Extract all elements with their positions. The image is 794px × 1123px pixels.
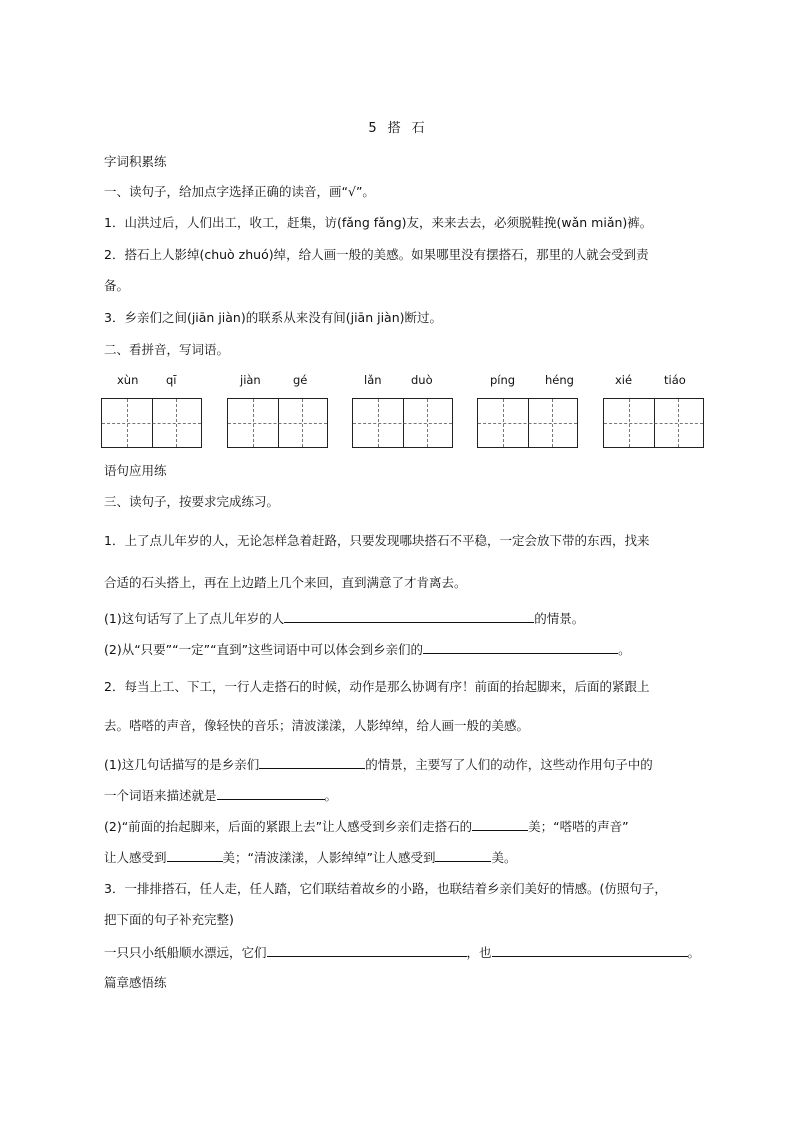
writing-grid[interactable]	[477, 398, 578, 448]
answer-blank[interactable]	[492, 944, 688, 957]
passage-1-question-1: (1)这句话写了上了点儿年岁的人 的情景。	[104, 611, 585, 626]
question-3-heading: 三、读句子，按要求完成练习。	[104, 494, 280, 509]
pinyin: jiàn	[240, 373, 261, 387]
pinyin: xùn	[117, 373, 139, 387]
passage-3-line-1: 3．一排排搭石，任人走，任人踏，它们联结着故乡的小路，也联结着乡亲们美好的情感。(仿照句子，	[104, 881, 667, 896]
answer-blank[interactable]	[472, 818, 528, 831]
passage-2-question-2: (2)“前面的抬起脚来，后面的紧跟上去”让人感受到乡亲们走搭石的 美；“嗒嗒的声音”	[104, 819, 629, 834]
answer-blank[interactable]	[217, 787, 325, 800]
pinyin: qī	[166, 373, 177, 387]
pinyin: tiáo	[664, 373, 686, 387]
pinyin: xié	[615, 373, 633, 387]
question-2-heading: 二、看拼音，写词语。	[104, 342, 230, 357]
passage-3-question: 一只只小纸船顺水漂远，它们 ，也 。	[104, 945, 701, 960]
question-1-sentence-1: 1．山洪过后，人们出工，收工，赶集，访(fǎng fǎng)友，来来去去，必须脱鞋挽(wǎn miǎn)裤。	[104, 215, 653, 230]
answer-blank[interactable]	[423, 641, 618, 654]
passage-2-line-1: 2．每当上工、下工，一行人走搭石的时候，动作是那么协调有序！前面的抬起脚来，后面的紧跟上	[104, 679, 650, 694]
pinyin: duò	[411, 373, 433, 387]
pinyin-row	[0, 373, 794, 389]
passage-2-question-1: (1)这几句话描写的是乡亲们 的情景，主要写了人们的动作，这些动作用句子中的	[104, 757, 653, 772]
pinyin: píng	[490, 373, 516, 387]
passage-1-line-1: 1．上了点儿年岁的人，无论怎样急着赶路，只要发现哪块搭石不平稳，一定会放下带的东西，找来	[104, 533, 650, 548]
passage-1-question-2: (2)从“只要”“一定”“直到”这些词语中可以体会到乡亲们的 。	[104, 642, 631, 657]
question-1-heading: 一、读句子，给加点字选择正确的读音，画“√”。	[104, 184, 375, 199]
writing-grid[interactable]	[227, 398, 328, 448]
passage-1-line-2: 合适的石头搭上，再在上边踏上几个来回，直到满意了才肯离去。	[104, 575, 467, 590]
writing-grid[interactable]	[603, 398, 704, 448]
writing-grid[interactable]	[101, 398, 202, 448]
answer-blank[interactable]	[259, 756, 365, 769]
writing-grid[interactable]	[352, 398, 453, 448]
passage-2-question-2-cont: 让人感受到 美；“清波漾漾，人影绰绰”让人感受到 美。	[104, 850, 517, 865]
pinyin: gé	[293, 373, 308, 387]
passage-2-line-2: 去。嗒嗒的声音，像轻快的音乐；清波漾漾，人影绰绰，给人画一般的美感。	[104, 718, 530, 733]
answer-blank[interactable]	[435, 849, 491, 862]
section-heading-sentences: 语句应用练	[104, 463, 167, 478]
section-heading-vocabulary: 字词积累练	[104, 154, 167, 169]
question-1-sentence-2-cont: 备。	[104, 278, 130, 293]
passage-3-line-2: 把下面的句子补充完整)	[104, 912, 234, 927]
answer-blank[interactable]	[167, 849, 223, 862]
question-1-sentence-2: 2．搭石上人影绰(chuò zhuó)绰，给人画一般的美感。如果哪里没有摆搭石，那里的人就会受到责	[104, 247, 649, 262]
answer-blank[interactable]	[284, 610, 534, 623]
page-title: 5 搭 石	[368, 121, 426, 136]
answer-blank[interactable]	[267, 944, 467, 957]
pinyin: lǎn	[364, 373, 382, 387]
pinyin: héng	[545, 373, 574, 387]
section-heading-passage: 篇章感悟练	[104, 975, 167, 990]
question-1-sentence-3: 3．乡亲们之间(jiān jiàn)的联系从来没有间(jiān jiàn)断过。	[104, 310, 443, 325]
passage-2-question-1-cont: 一个词语来描述就是 。	[104, 788, 338, 803]
